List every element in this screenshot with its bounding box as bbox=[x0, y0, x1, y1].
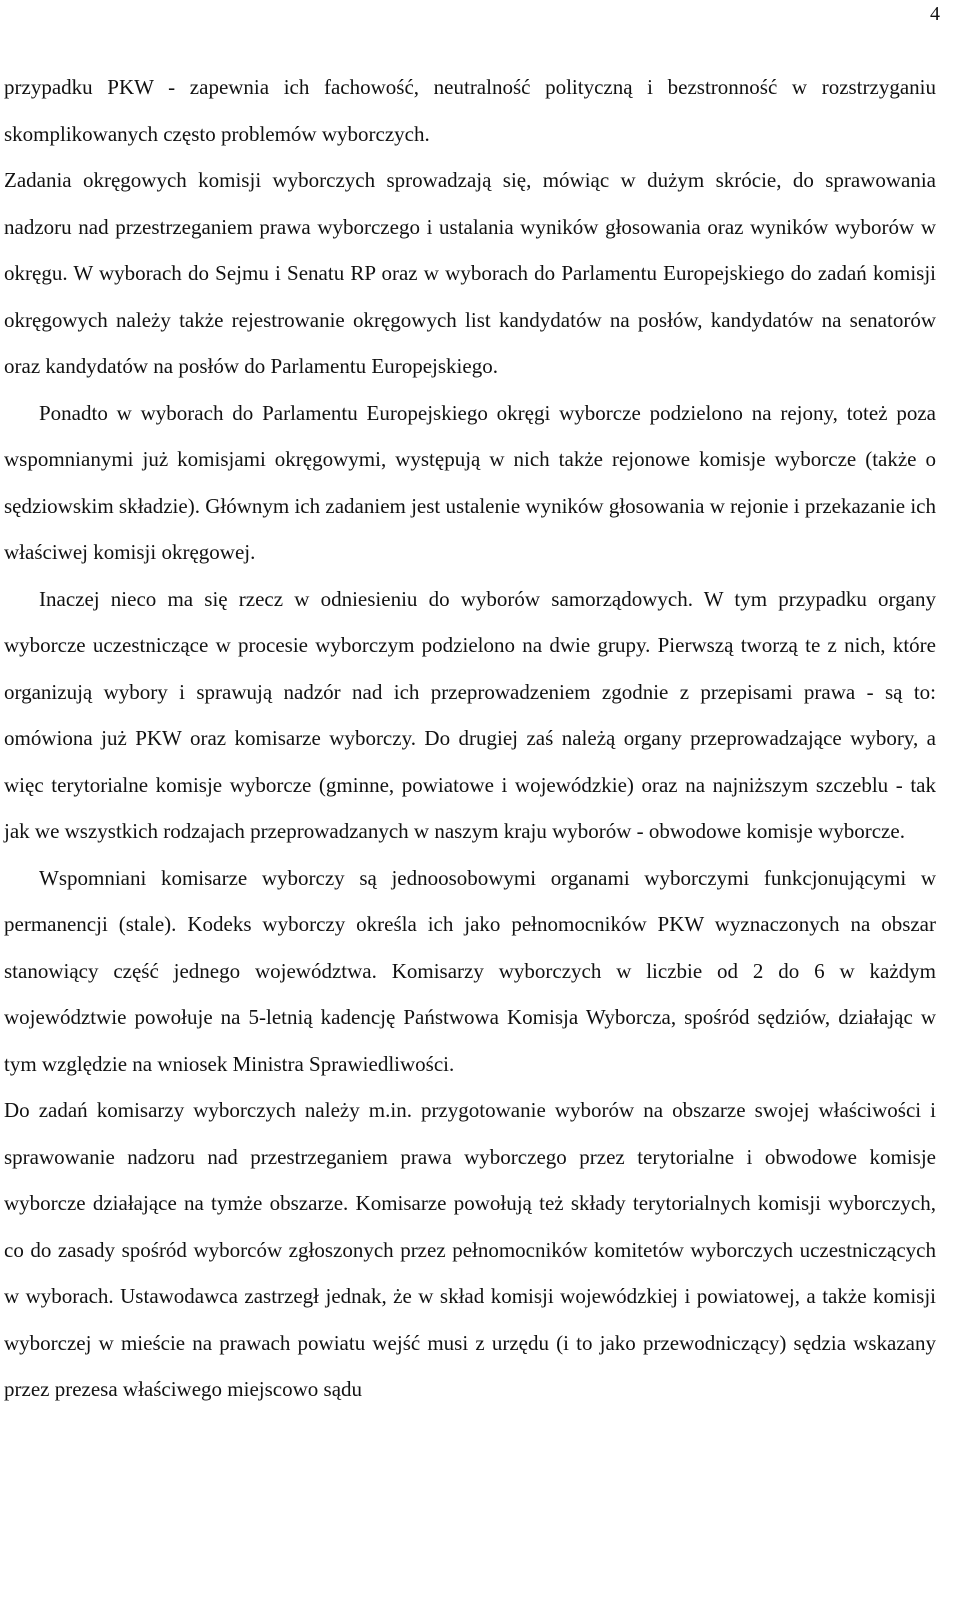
page-number: 4 bbox=[930, 3, 940, 25]
paragraph: Zadania okręgowych komisji wyborczych sprowadzają się, mówiąc w dużym skrócie, do sprawowania nadzoru nad przestrzeganiem prawa wyborczego i ustalania wyników głosowania oraz wyników wyborów w okręgu. W wyborach do Sejmu i Senatu RP oraz w wyborach do Parlamentu Europejskiego do zadań komisji okręgowych należy także rejestrowanie okręgowych list kandydatów na posłów, kandydatów na senatorów oraz kandydatów na posłów do Parlamentu Europejskiego. bbox=[4, 168, 936, 378]
paragraph: Wspomniani komisarze wyborczy są jednoosobowymi organami wyborczymi funkcjonującymi w permanencji (stale). Kodeks wyborczy określa ich jako pełnomocników PKW wyznaczonych na obszar stanowiący część jednego województwa. Komisarzy wyborczych w liczbie od 2 do 6 w każdym województwie powołuje na 5-letnią kadencję Państwowa Komisja Wyborcza, spośród sędziów, działając w tym względzie na wniosek Ministra Sprawiedliwości. bbox=[4, 865, 936, 1076]
paragraph: przypadku PKW - zapewnia ich fachowość, neutralność polityczną i bezstronność w rozstrzyganiu skomplikowanych często problemów wyborczych. bbox=[4, 75, 936, 146]
paragraph: Do zadań komisarzy wyborczych należy m.in. przygotowanie wyborów na obszarze swojej właściwości i sprawowanie nadzoru nad przestrzeganiem prawa wyborczego przez terytorialne i obwodowe komisje wyborcze działające na tymże obszarze. Komisarze powołują też składy terytorialnych komisji wyborczych, co do zasady spośród wyborców zgłoszonych przez pełnomocników komitetów wyborczych uczestniczących w wyborach. Ustawodawca zastrzegł jednak, że w skład komisji wojewódzkiej i powiatowej, a także komisji wyborczej w mieście na prawach powiatu wejść musi z urzędu (i to jako przewodniczący) sędzia wskazany przez prezesa właściwego miejscowo sądu bbox=[4, 1098, 936, 1401]
paragraph: Ponadto w wyborach do Parlamentu Europejskiego okręgi wyborcze podzielono na rejony, toteż poza wspomnianymi już komisjami okręgowymi, występują w nich także rejonowe komisje wyborcze (także o sędziowskim składzie). Głównym ich zadaniem jest ustalenie wyników głosowania w rejonie i przekazanie ich właściwej komisji okręgowej. bbox=[4, 400, 936, 564]
paragraph: Inaczej nieco ma się rzecz w odniesieniu do wyborów samorządowych. W tym przypadku organy wyborcze uczestniczące w procesie wyborczym podzielono na dwie grupy. Pierwszą tworzą te z nich, które organizują wybory i sprawują nadzór nad ich przeprowadzeniem zgodnie z przepisami prawa - są to: omówiona już PKW oraz komisarze wyborczy. Do drugiej zaś należą organy przeprowadzające wybory, a więc terytorialne komisje wyborcze (gminne, powiatowe i wojewódzkie) oraz na najniższym szczeblu - tak jak we wszystkich rodzajach przeprowadzanych w naszym kraju wyborów - obwodowe komisje wyborcze. bbox=[4, 586, 936, 843]
document-body bbox=[4, 64, 936, 1413]
